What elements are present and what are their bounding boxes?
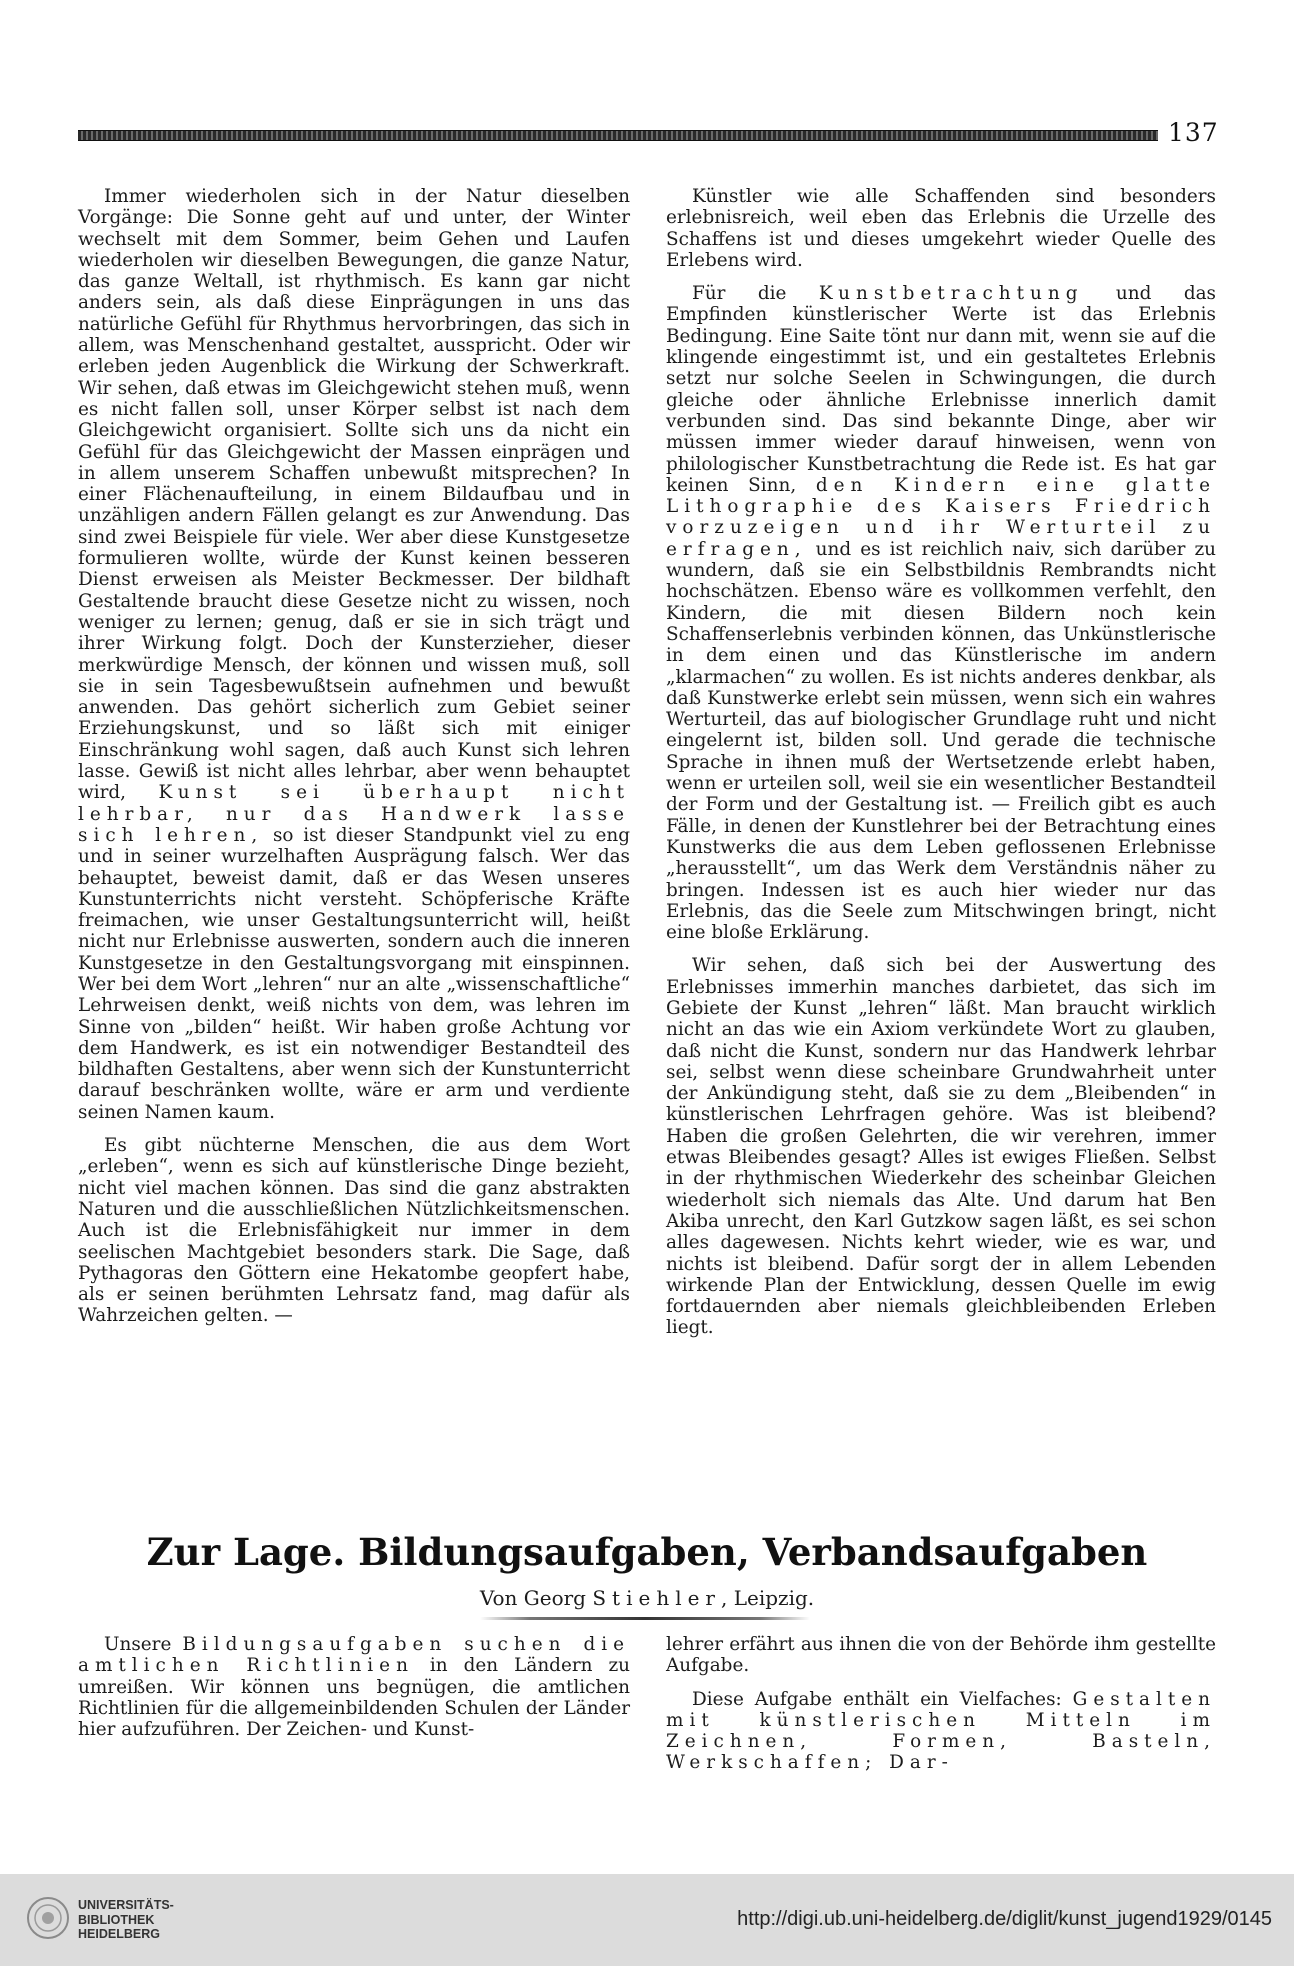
article-right-column — [666, 1634, 1216, 1774]
spaced-emphasis: Gestalten mit künstlerischen Mitteln im Zeichnen, Formen, Basteln, Werkschaffen; Dar- — [666, 1688, 1216, 1774]
byline-text: , Leipzig. — [721, 1586, 815, 1610]
paragraph-text: und das Empfinden künstlerischer Werte ist das Erlebnis Bedingung. Eine Saite tönt nur dann mit, wenn sie auf die klingende eingestimmt ist, und ein gestaltetes Erlebnis setzt nur solche Seelen in Schwingungen, die durch gleiche oder ähnliche Erlebnisse innerlich damit verbunden sind. Das sind bekannte Dinge, aber wir müssen immer wieder darauf hinweisen, wenn von philologischer Kunstbetrachtung die Rede ist. Es hat gar keinen Sinn, — [666, 283, 1216, 496]
digitization-footer — [0, 1874, 1294, 1966]
article-left-column — [78, 1634, 630, 1740]
right-column — [666, 186, 1216, 1339]
library-name — [78, 1898, 174, 1942]
paragraph-text: dieser Standpunkt viel zu eng und in seiner wurzelhaften Ausprägung falsch. Wer das behauptet, beweist damit, daß er das Wesen unseres Kunstunterrichts nicht versteht. Schöpferische Kräfte freimachen, wie unser Gestaltungsunterricht will, heißt nicht nur Erlebnisse auswerten, sondern auch die inneren Kunstgesetze in den Gestaltungsvorgang mit einspinnen. Wer bei dem Wort „lehren“ nur an alte „wissenschaftliche“ Lehrweisen denkt, weiß nichts von dem, was lehren im Sinne von „bilden“ heißt. Wir haben große Achtung vor dem Handwerk, es ist ein notwendiger Bestandteil des bildhaften Gestaltens, aber wenn sich der Kunstunterricht darauf beschränken wollte, wäre er arm und verdiente seinen Namen kaum. — [78, 824, 630, 1123]
article-byline — [80, 1586, 1214, 1610]
spaced-emphasis: Kunst sei überhaupt nicht lehrbar, nur das Handwerk lasse sich lehren, — [78, 782, 630, 846]
paragraph-text: Immer wiederholen sich in der Natur dieselben Vorgänge: Die Sonne geht auf und unter, der Winter wechselt mit dem Sommer, beim Gehen und Laufen wiederholen wir dieselben Bewegungen, die ganze Natur, das ganze Weltall, ist rhythmisch. Es kann gar nicht anders sein, als daß diese Einprägungen in uns das natürliche Gefühl für Rhythmus hervorbringen, das sich in allem, was Menschenhand gestaltet, ausspricht. Oder wir erleben jeden Augenblick die Wirkung der Schwerkraft. Wir sehen, daß etwas im Gleichgewicht stehen muß, wenn es nicht fallen soll, unser Körper selbst ist nach dem Gleichgewicht organisiert. Sollte sich uns da nicht ein Gefühl für das Gleichgewicht der Massen einprägen und in allem unserem Schaffen unbewußt mitsprechen? In einer Flächenaufteilung, in einem Bildaufbau und in unzähligen andern Fällen gelangt es zur Anwendung. Das sind zwei Beispiele für viele. Wer aber diese Kunstgesetze formulieren wollte, würde der Kunst keinen besseren Dienst erweisen als Meister Beckmesser. Der bildhaft Gestaltende braucht diese Gesetze nicht zu wissen, noch weniger zu lernen; genug, daß er sie in sich trägt und ihrer Wirkung folgt. Doch der Kunsterzieher, dieser merkwürdige Mensch, der können und wissen muß, soll sie in sein Tagesbewußtsein aufnehmen und bewußt anwenden. Das gehört sicherlich zum Gebiet seiner Erziehungskunst, und so läßt sich mit einiger Einschränkung wohl sagen, daß auch Kunst sich lehren lasse. Gewiß ist nicht alles lehrbar, aber wenn behauptet wird, — [78, 186, 630, 804]
paragraph-text: und es ist reichlich naiv, sich darüber zu wundern, daß sie ein Selbstbildnis Rembrandts nicht hochschätzen. Ebenso wäre es vollkommen verfehlt, den Kindern, die mit diesen Bildern noch kein Schaffenserlebnis verbinden können, das Unkünstlerische in dem einen und das Künstlerische im andern „klarmachen“ zu wollen. Es ist nichts anderes denkbar, als daß Kunstwerke erlebt sein müssen, wenn sich ein wahres Werturteil, das auf biologischer Grundlage ruht und nicht eingelernt ist, bilden soll. Und gerade die technische Sprache in ihnen muß der Wertsetzende erlebt haben, wenn er urteilen soll, weil sie ein wesentlicher Bestandteil der Form und der Gestaltung ist. — Freilich gibt es auch Fälle, in denen der Kunstlehrer bei der Betrachtung eines Kunstwerks die aus dem Leben geflossenen Erlebnisse „herausstellt“, um das Werk dem Verständnis näher zu bringen. Indessen ist es auch hier wieder nur das Erlebnis, das die Seele zum Mitschwingen bringt, nicht eine bloße Erklärung. — [666, 538, 1216, 944]
paragraph-text: Für die — [692, 283, 819, 305]
library-name-line: BIBLIOTHEK — [78, 1912, 155, 1927]
paragraph-text: Unsere — [104, 1634, 183, 1655]
left-paragraph — [78, 186, 630, 1123]
library-name-line: UNIVERSITÄTS- — [78, 1898, 174, 1912]
library-name-line: HEIDELBERG — [78, 1927, 160, 1941]
source-url-link[interactable]: http://digi.ub.uni-heidelberg.de/diglit/kunst_jugend1929/0145 — [737, 1908, 1272, 1930]
university-seal-icon — [26, 1896, 70, 1940]
byline-text: Von Georg — [479, 1586, 593, 1610]
article-title: Zur Lage. Bildungsaufgaben, Verbandsaufgaben — [146, 1530, 1148, 1574]
spaced-emphasis: Bildungsaufgaben suchen die amtlichen Richtlinien — [78, 1634, 631, 1677]
paragraph-text: in den Ländern zu umreißen. Wir können uns begnügen, die amtlichen Richtlinien für die allgemeinbildenden Schulen der Länder hier aufzuführen. Der Zeichen- und Kunst- — [78, 1655, 630, 1741]
spaced-emphasis: Kunstbetrachtung — [818, 283, 1084, 305]
article-paragraph — [78, 1634, 630, 1740]
right-paragraph — [666, 283, 1216, 943]
left-column — [78, 186, 630, 1327]
left-paragraph: Es gibt nüchterne Menschen, die aus dem Wort „erleben“, wenn es sich auf künstlerische Dinge bezieht, nicht viel machen können. Das sind die ganz abstrakten Naturen und die ausschließlichen Nützlichkeitsmenschen. Auch ist die Erlebnisfähigkeit nur immer in dem seelischen Machtgebiet besonders stark. Die Sage, daß Pythagoras den Göttern eine Hekatombe geopfert habe, als er seinen berühmten Lehrsatz fand, mag dafür als Wahrzeichen gelten. — — [78, 1135, 630, 1327]
byline-rule — [480, 1617, 810, 1620]
right-paragraph: Wir sehen, daß sich bei der Auswertung des Erlebnisses immerhin manches darbietet, das sich im Gebiete der Kunst „lehren“ läßt. Man braucht wirklich nicht an das wie ein Axiom verkündete Wort zu glauben, daß nicht die Kunst, sondern nur das Handwerk lehrbar sei, selbst wenn diese scheinbare Grundwahrheit unter der Ankündigung steht, daß sie zu dem „Bleibenden“ in künstlerischen Lehrfragen gehöre. Was ist bleibend? Haben die großen Gelehrten, die wir verehren, immer etwas Bleibendes gesagt? Alles ist ewiges Fließen. Selbst in der rhythmischen Wiederkehr des scheinbar Gleichen wiederholt sich niemals das Alte. Und darum hat Ben Akiba unrecht, den Karl Gutzkow sagen läßt, es sei schon alles dagewesen. Nichts kehrt wieder, wie es war, und nichts ist bleibend. Dafür sorgt der in allem Lebenden wirkende Plan der Entwicklung, dessen Quelle im ewig fortdauernden aber niemals gleichbleibenden Erleben liegt. — [666, 955, 1216, 1339]
paragraph-text: so ist — [263, 824, 336, 846]
article-paragraph: lehrer erfährt aus ihnen die von der Behörde ihm gestellte Aufgabe. — [666, 1634, 1216, 1677]
spaced-emphasis: den Kindern eine glatte Lithographie des Kaisers Friedrich vorzuzeigen und ihr Werturteil zu erfragen, — [666, 474, 1216, 560]
right-paragraph: Künstler wie alle Schaffenden sind besonders erlebnisreich, weil eben das Erlebnis die Urzelle des Schaffens ist und dieses umgekehrt wieder Quelle des Erlebens wird. — [666, 186, 1216, 271]
page-number: 137 — [1168, 118, 1219, 147]
header-rule — [78, 130, 1158, 141]
article-paragraph — [666, 1689, 1216, 1774]
author-name: Stiehler — [592, 1586, 721, 1610]
paragraph-text: Diese Aufgabe enthält ein Vielfaches: — [692, 1688, 1073, 1710]
